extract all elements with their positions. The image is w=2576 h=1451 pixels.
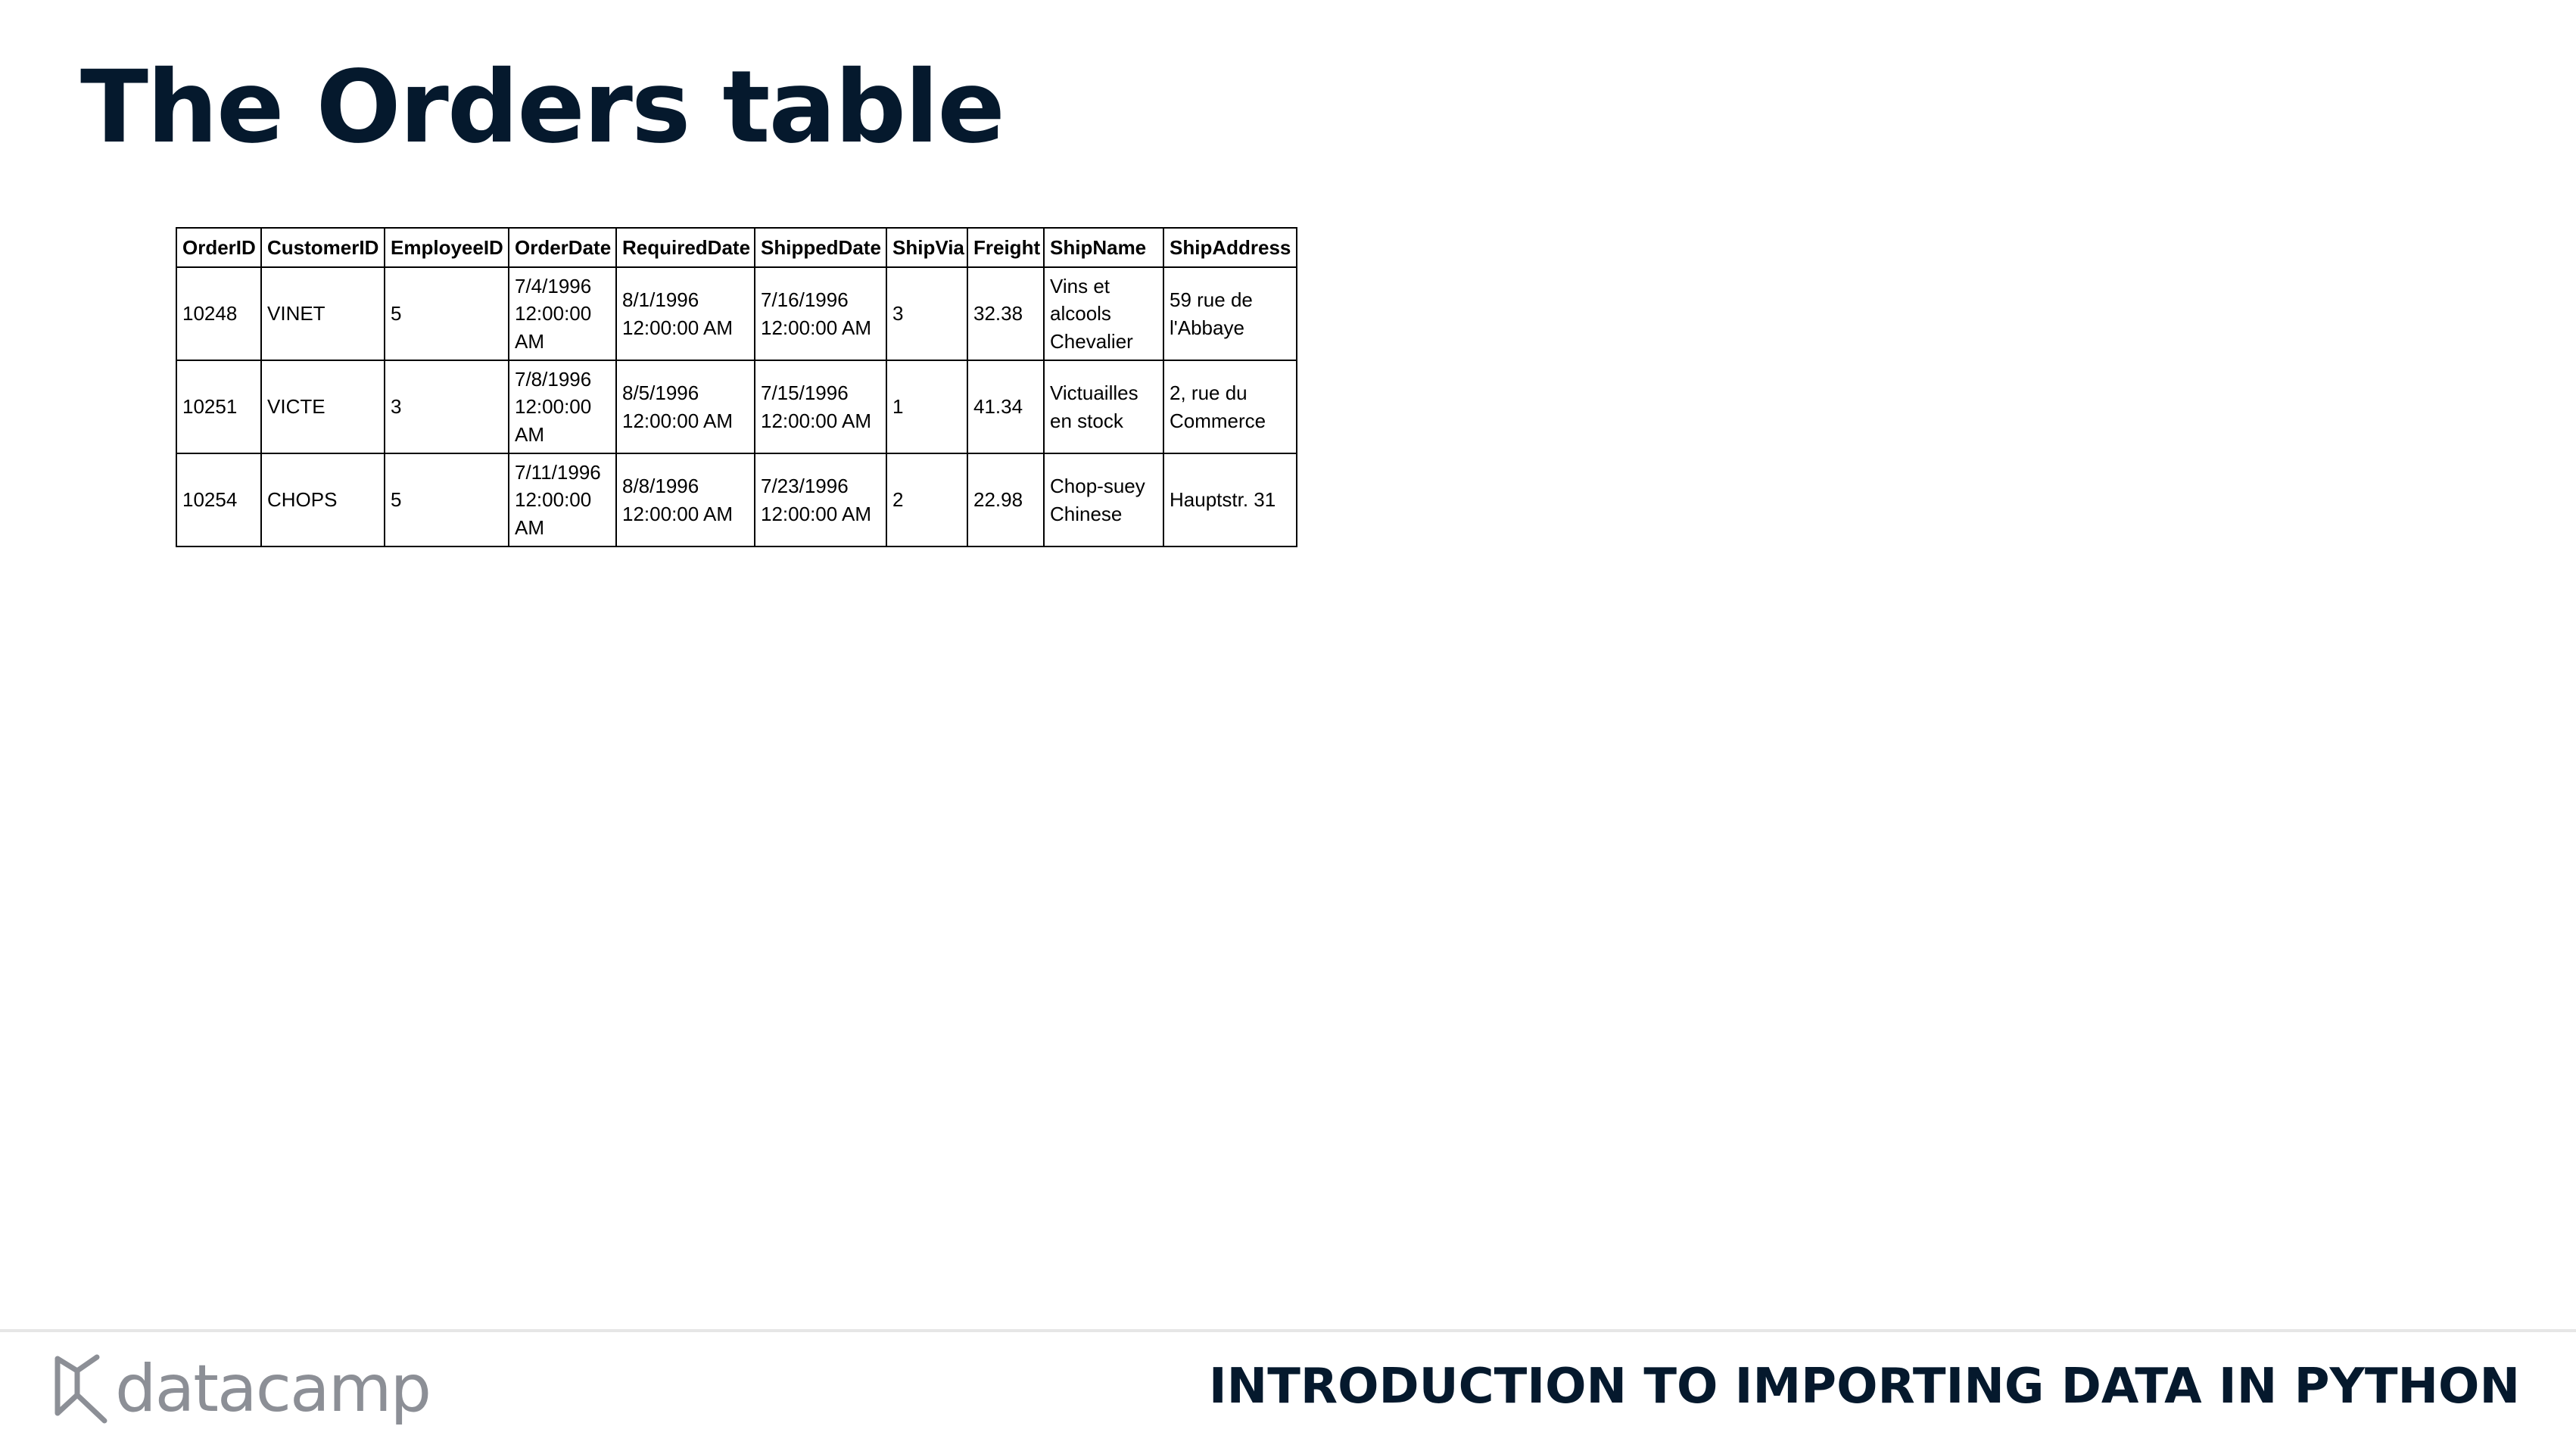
datacamp-logo-icon xyxy=(51,1351,111,1427)
table-cell: CHOPS xyxy=(261,453,385,546)
column-header-employeeid: EmployeeID xyxy=(385,228,509,267)
column-header-shipvia: ShipVia xyxy=(886,228,967,267)
column-header-shippeddate: ShippedDate xyxy=(755,228,886,267)
table-cell: Chop-suey Chinese xyxy=(1044,453,1163,546)
column-header-customerid: CustomerID xyxy=(261,228,385,267)
course-title: INTRODUCTION TO IMPORTING DATA IN PYTHON xyxy=(1208,1359,2520,1415)
table-row xyxy=(176,453,1297,546)
table-row xyxy=(176,360,1297,453)
table-cell: 1 xyxy=(886,360,967,453)
column-header-freight: Freight xyxy=(967,228,1044,267)
orders-table xyxy=(176,227,1297,547)
table-cell: 10248 xyxy=(176,267,261,360)
column-header-requireddate: RequiredDate xyxy=(616,228,755,267)
table-header-row xyxy=(176,228,1297,267)
table-cell: Hauptstr. 31 xyxy=(1163,453,1297,546)
table-cell: 7/16/1996 12:00:00 AM xyxy=(755,267,886,360)
slide-title: The Orders table xyxy=(80,49,1004,166)
column-header-shipaddress: ShipAddress xyxy=(1163,228,1297,267)
table-cell: 10254 xyxy=(176,453,261,546)
table-cell: 5 xyxy=(385,267,509,360)
footer-divider xyxy=(0,1329,2576,1332)
table-cell: 7/4/1996 12:00:00 AM xyxy=(509,267,616,360)
column-header-orderid: OrderID xyxy=(176,228,261,267)
datacamp-logo-text: datacamp xyxy=(115,1351,431,1427)
table-cell: 41.34 xyxy=(967,360,1044,453)
table-cell: 32.38 xyxy=(967,267,1044,360)
table-cell: 3 xyxy=(886,267,967,360)
table-cell: 59 rue de l'Abbaye xyxy=(1163,267,1297,360)
table-cell: 2, rue du Commerce xyxy=(1163,360,1297,453)
table-cell: 10251 xyxy=(176,360,261,453)
table-cell: 7/11/1996 12:00:00 AM xyxy=(509,453,616,546)
table-cell: 2 xyxy=(886,453,967,546)
table-cell: 8/1/1996 12:00:00 AM xyxy=(616,267,755,360)
column-header-shipname: ShipName xyxy=(1044,228,1163,267)
table-cell: VICTE xyxy=(261,360,385,453)
table-row xyxy=(176,267,1297,360)
table-cell: 22.98 xyxy=(967,453,1044,546)
table-cell: VINET xyxy=(261,267,385,360)
table-cell: 5 xyxy=(385,453,509,546)
datacamp-logo xyxy=(51,1347,430,1431)
table-cell: 7/8/1996 12:00:00 AM xyxy=(509,360,616,453)
table-cell: Victuailles en stock xyxy=(1044,360,1163,453)
table-cell: 3 xyxy=(385,360,509,453)
table-cell: 7/15/1996 12:00:00 AM xyxy=(755,360,886,453)
table-cell: 7/23/1996 12:00:00 AM xyxy=(755,453,886,546)
table-cell: Vins et alcools Chevalier xyxy=(1044,267,1163,360)
column-header-orderdate: OrderDate xyxy=(509,228,616,267)
table-cell: 8/5/1996 12:00:00 AM xyxy=(616,360,755,453)
table-cell: 8/8/1996 12:00:00 AM xyxy=(616,453,755,546)
